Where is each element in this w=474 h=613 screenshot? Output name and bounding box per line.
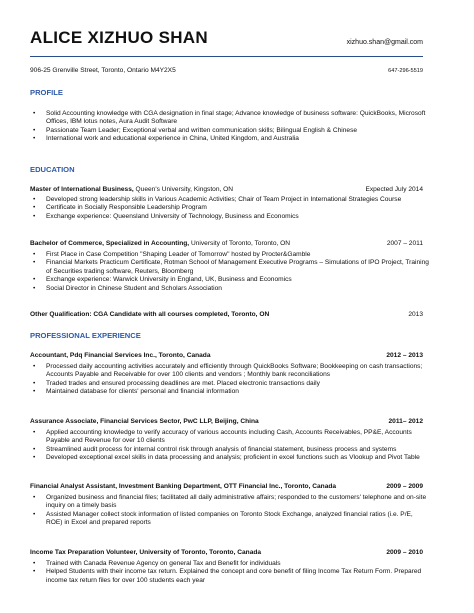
date-range: 2013	[408, 311, 423, 318]
header-divider	[30, 56, 423, 57]
job-entry	[30, 483, 423, 492]
list-item: • Financial Markets Practicum Certificate, Rotman School of Management Executive Programs – Simulations of IPO Project, Training of Securities trading software, Reuters, Bloomberg	[33, 259, 429, 275]
section-heading-experience: PROFESSIONAL EXPERIENCE	[30, 331, 141, 340]
list-item: • Traded trades and ensured processing deadlines are met. Placed electronic transactions daily	[33, 379, 320, 387]
phone-number: 647-296-5519	[388, 68, 423, 74]
job-title: Accountant, Pdq Financial Services Inc., Toronto, Canada	[30, 352, 211, 359]
job-entry	[30, 352, 423, 361]
list-item: • Assisted Manager collect stock information of listed companies on Toronto Stock Exchange, analyzed financial ratios (i.e. P/E, ROE) in Excel and prepared reports	[33, 510, 413, 527]
list-item: • Solid Accounting knowledge with CGA designation in final stage; Advance knowledge of business software: QuickBooks, Microsoft Offices, IBM lotus notes, Aura Audit Software	[33, 110, 426, 126]
mailing-address: 906-25 Grenville Street, Toronto, Ontario M4Y2X5	[30, 67, 176, 74]
date-range: 2007 – 2011	[386, 240, 423, 247]
job-details	[30, 494, 430, 528]
job-details	[30, 429, 430, 463]
list-item: • Exchange experience: Queensland University of Technology, Business and Economics	[33, 212, 299, 220]
list-item: • Maintained database for clients' personal and financial information	[33, 388, 239, 396]
date-range: 2011– 2012	[388, 418, 423, 425]
job-entry	[30, 549, 423, 558]
masters-details	[30, 196, 430, 221]
section-heading-education: EDUCATION	[30, 165, 75, 174]
date-range: Expected July 2014	[365, 186, 423, 193]
education-entry-masters	[30, 186, 423, 195]
job-title: Assurance Associate, Financial Services Sector, PwC LLP, Beijing, China	[30, 418, 259, 425]
list-item: • Developed strong leadership skills in Various Academic Activities; Chair of Team Project in International Strategies Course	[33, 196, 402, 203]
section-heading-profile: PROFILE	[30, 88, 63, 97]
qualification-text: Other Qualification: CGA Candidate with all courses completed, Toronto, ON	[30, 311, 270, 318]
list-item: • Developed exceptional excel skills in data processing and analysis; proficient in excel functions such as Vlookup and Pivot Table	[33, 454, 420, 462]
candidate-name: ALICE XIZHUO SHAN	[30, 28, 208, 47]
list-item: • First Place in Case Competition "Shaping Leader of Tomorrow" hosted by Procter&Gamble	[33, 251, 311, 258]
bachelors-details	[30, 251, 430, 293]
other-qualification	[30, 311, 423, 320]
list-item: • Applied accounting knowledge to verify accuracy of various accounts including Cash, Accounts Receivables, PP&E, Accounts Payable and Revenue for over 10 clients	[33, 429, 412, 445]
list-item: • Processed daily accounting activities accurately and efficiently through QuickBooks Software; Bookkeeping on cash transactions; Accounts Payable and Receivable for over 100 clients and vendors ; Monthly bank reconciliations	[33, 363, 423, 379]
list-item: • Social Director in Chinese Student and Scholars Association	[33, 284, 222, 292]
degree-title: Master of International Business,	[30, 186, 134, 193]
list-item: • Organized business and financial files; facilitated all daily administrative affairs; responded to the customers' telephone and on-site inquiry on a timely basis	[33, 494, 427, 510]
list-item: • Streamlined audit process for internal control risk through analysis of financial statement, business process and systems	[33, 445, 397, 453]
job-details	[30, 363, 430, 397]
school-name: University of Toronto, Toronto, ON	[189, 240, 291, 247]
job-details	[30, 560, 430, 585]
date-range: 2009 – 2009	[386, 483, 423, 490]
school-name: Queen's University, Kingston, ON	[133, 186, 234, 193]
email-address[interactable]: xizhuo.shan@gmail.com	[346, 39, 423, 46]
job-title: Financial Analyst Assistant, Investment Banking Department, OTT Financial Inc., Toronto, Canada	[30, 483, 337, 490]
date-range: 2009 – 2010	[386, 549, 423, 556]
list-item: • Helped Students with their income tax return. Explained the concept and core benefit of filing Income Tax Return Form. Prepared income tax return files for over 100 students each year	[33, 568, 422, 584]
list-item: • Passionate Team Leader; Exceptional verbal and written communication skills; Bilingual English & Chinese	[33, 126, 358, 134]
list-item: • Exchange experience: Warwick University in England, UK, Business and Economics	[33, 276, 292, 284]
list-item: • Certificate in Socially Responsible Leadership Program	[33, 204, 207, 212]
job-title: Income Tax Preparation Volunteer, University of Toronto, Toronto, Canada	[30, 549, 262, 556]
date-range: 2012 – 2013	[386, 352, 423, 359]
list-item: • Trained with Canada Revenue Agency on general Tax and Benefit for individuals	[33, 560, 281, 567]
list-item: • International work and educational experience in China, United Kingdom, and Australia	[33, 135, 299, 143]
degree-title: Bachelor of Commerce, Specialized in Accounting,	[30, 240, 190, 247]
profile-list	[30, 110, 430, 144]
education-entry-bachelors	[30, 240, 423, 249]
job-entry	[30, 418, 423, 427]
